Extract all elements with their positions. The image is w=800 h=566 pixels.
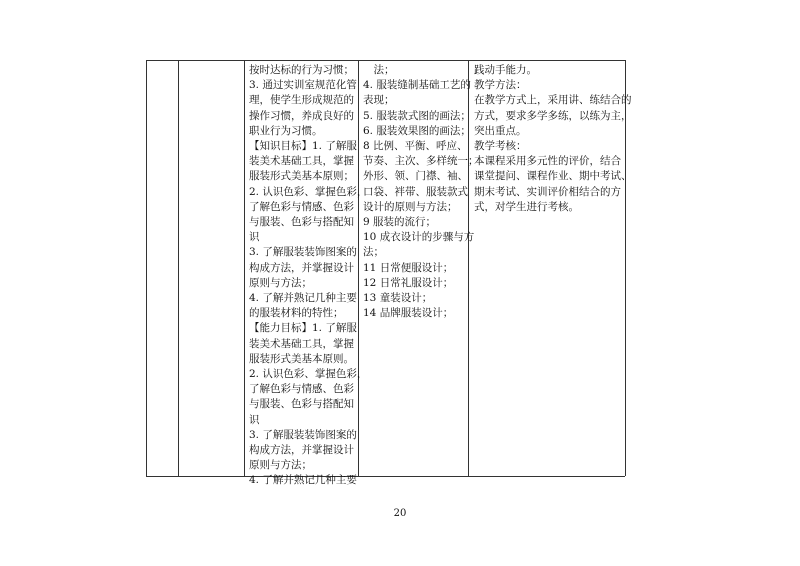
content-line: 设计的原则与方法； bbox=[363, 200, 458, 213]
table-bottom-border bbox=[146, 476, 625, 477]
teaching-methods-cell bbox=[474, 63, 632, 215]
goals-line: 3. 了解服装装饰图案的 bbox=[249, 428, 357, 441]
column-divider-1 bbox=[178, 60, 179, 476]
goals-line: 原则与方法； bbox=[249, 276, 312, 289]
content-line: 14 品牌服装设计； bbox=[363, 307, 454, 320]
content-line: 法； bbox=[363, 246, 384, 259]
teaching-goals-cell bbox=[249, 63, 368, 489]
content-line: 12 日常礼服设计； bbox=[363, 276, 454, 289]
content-line: 11 日常便服设计； bbox=[363, 261, 454, 274]
methods-line: 教学方法： bbox=[474, 79, 527, 92]
content-line: 10 成衣设计的步骤与方 bbox=[363, 231, 475, 244]
column-divider-2 bbox=[244, 60, 245, 476]
methods-line: 在教学方式上，采用讲、练结合的 bbox=[474, 94, 632, 107]
content-line: 法； bbox=[363, 64, 395, 76]
table-right-border bbox=[625, 60, 626, 476]
content-line: 节奏、主次、多样统一； bbox=[363, 155, 479, 168]
content-line: 9 服装的流行； bbox=[363, 216, 437, 229]
methods-line: 课堂提问、课程作业、期中考试、 bbox=[474, 170, 632, 183]
goals-line: 与服装、色彩与搭配知 bbox=[249, 398, 354, 411]
goals-line: 2. 认识色彩、掌握色彩， bbox=[249, 368, 368, 381]
content-line: 13 童装设计； bbox=[363, 292, 433, 305]
page-number: 20 bbox=[393, 508, 407, 519]
column-divider-4 bbox=[468, 60, 469, 476]
goals-line: 的服装材料的特性； bbox=[249, 307, 344, 320]
content-line: 6. 服装效果图的画法； bbox=[363, 124, 471, 137]
column-divider-3 bbox=[358, 60, 359, 476]
goals-line: 与服装、色彩与搭配知 bbox=[249, 216, 354, 229]
goals-line: 服装形式美基本原则。 bbox=[249, 352, 354, 365]
content-line: 表现； bbox=[363, 94, 395, 107]
content-line: 8 比例、平衡、呼应、 bbox=[363, 140, 468, 153]
goals-line: 服装形式美基本原则； bbox=[249, 170, 354, 183]
goals-line: 原则与方法； bbox=[249, 459, 312, 472]
methods-line: 践动手能力。 bbox=[474, 64, 537, 76]
goals-line: 4. 了解并熟记几种主要 bbox=[249, 292, 357, 305]
goals-line: 了解色彩与情感、色彩 bbox=[249, 383, 354, 396]
teaching-content-cell bbox=[363, 63, 479, 321]
goals-line: 3. 了解服装装饰图案的 bbox=[249, 246, 357, 259]
goals-line: 【知识目标】1. 了解服 bbox=[249, 140, 357, 153]
methods-line: 式，对学生进行考核。 bbox=[474, 200, 579, 213]
table-left-border bbox=[146, 60, 147, 476]
goals-line: 装美术基础工具，掌握 bbox=[249, 337, 354, 350]
content-line: 5. 服装款式图的画法； bbox=[363, 109, 471, 122]
methods-line: 突出重点。 bbox=[474, 124, 527, 137]
content-line: 4. 服装缝制基础工艺的 bbox=[363, 79, 471, 92]
goals-line: 4. 了解并熟记几种主要 bbox=[249, 474, 357, 487]
goals-line: 识 bbox=[249, 231, 260, 244]
goals-line: 识 bbox=[249, 413, 260, 426]
content-line: 外形、领、门襟、袖、 bbox=[363, 170, 468, 183]
goals-line: 2. 认识色彩、掌握色彩， bbox=[249, 185, 368, 198]
methods-line: 本课程采用多元性的评价，结合 bbox=[474, 155, 621, 168]
goals-line: 构成方法，并掌握设计 bbox=[249, 261, 354, 274]
methods-line: 教学考核： bbox=[474, 140, 527, 153]
goals-line: 按时达标的行为习惯； bbox=[249, 64, 354, 76]
goals-line: 构成方法，并掌握设计 bbox=[249, 444, 354, 457]
goals-line: 职业行为习惯。 bbox=[249, 124, 323, 137]
goals-line: 3. 通过实训室规范化管 bbox=[249, 79, 357, 92]
goals-line: 【能力目标】1. 了解服 bbox=[249, 322, 357, 335]
goals-line: 了解色彩与情感、色彩 bbox=[249, 200, 354, 213]
content-line: 口袋、袢带、服装款式 bbox=[363, 185, 468, 198]
methods-line: 方式，要求多学多练，以练为主， bbox=[474, 109, 632, 122]
goals-line: 操作习惯，养成良好的 bbox=[249, 109, 354, 122]
goals-line: 装美术基础工具，掌握 bbox=[249, 155, 354, 168]
table-top-border bbox=[146, 60, 625, 61]
goals-line: 理，使学生形成规范的 bbox=[249, 94, 354, 107]
methods-line: 期末考试、实训评价相结合的方 bbox=[474, 185, 621, 198]
